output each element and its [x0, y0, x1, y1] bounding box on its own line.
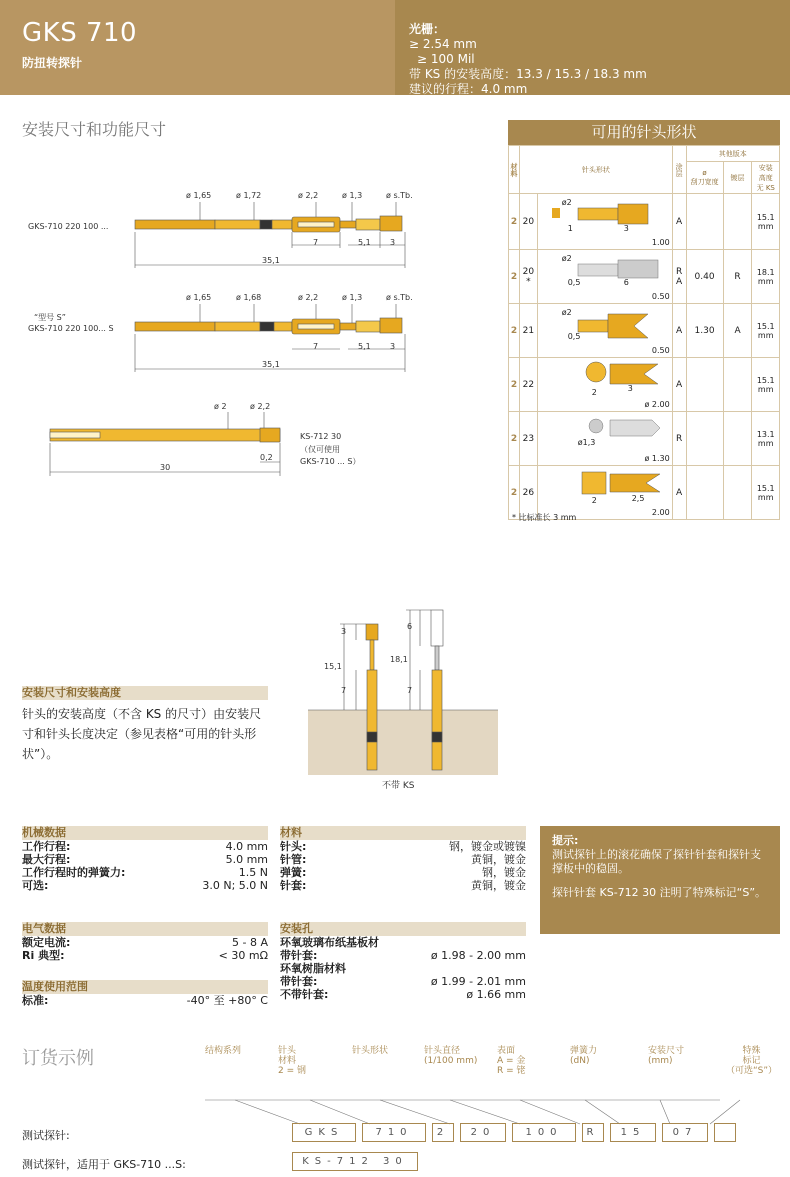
product-subtitle: 防扭转探针: [22, 56, 83, 70]
mech-key: 工作行程时的弹簧力:: [22, 866, 126, 879]
material-block: [280, 826, 526, 892]
tip-scale: ø 2.00: [644, 400, 670, 409]
order-col-5: 弹簧力 (dN): [570, 1046, 598, 1066]
tip-dim1: ø1,3: [577, 438, 596, 447]
d1-dim-2: ø 2,2: [298, 191, 319, 200]
order-cell: 15: [610, 1123, 656, 1142]
tip-dim2: 3: [627, 384, 633, 393]
tip-ang: [686, 358, 723, 412]
tip-row: [509, 194, 780, 250]
tip-scale: ø 1.30: [644, 454, 670, 463]
hint-box: [540, 826, 780, 934]
th-shape: 针头形状: [520, 146, 673, 194]
material-key: 针管:: [280, 853, 307, 866]
d3-len-0: 30: [160, 463, 171, 472]
material-row: [280, 866, 526, 879]
mount-left-dim-0: 3: [341, 627, 347, 636]
holes-val: ø 1.66 mm: [466, 988, 526, 1001]
section-title: 安装尺寸和功能尺寸: [22, 120, 167, 139]
elec-head: 电气数据: [22, 922, 268, 936]
tip-surf: R: [672, 412, 686, 466]
hint-p2: 探针针套 KS-712 30 注明了特殊标记“S”。: [552, 886, 767, 899]
tip-coat: [723, 412, 752, 466]
holes-block: [280, 922, 526, 1001]
mech-row: [22, 840, 268, 853]
tip-num: 26: [520, 466, 538, 520]
tip-mat: 2: [509, 250, 520, 304]
d2-dim-4: ø s.Tb.: [386, 293, 413, 302]
tip-surf: R A: [672, 250, 686, 304]
holes-val: ø 1.98 - 2.00 mm: [430, 949, 526, 962]
tip-mat: 2: [509, 466, 520, 520]
mech-key: 可选:: [22, 879, 49, 892]
mount-left-dim-1: 15,1: [324, 662, 342, 671]
material-row: [280, 853, 526, 866]
order-col-4: 表面 A = 金 R = 铑: [497, 1046, 526, 1076]
mount-head: 安装尺寸和安装高度: [22, 686, 268, 700]
d2-dim-1: ø 1,68: [236, 293, 262, 302]
tip-dim2: 2,5: [631, 494, 645, 503]
order-cell: 2: [432, 1123, 454, 1142]
tip-ang: [686, 194, 723, 250]
holes-row: [280, 975, 526, 988]
temp-key: 标准:: [22, 994, 49, 1007]
tip-num: 21: [520, 304, 538, 358]
tip-shape: [537, 412, 672, 466]
order-col-7: 特殊 标记 （可选“S”）: [726, 1046, 778, 1076]
tips-footnote: * 比标准长 3 mm: [512, 513, 577, 522]
tips-table: [508, 145, 780, 520]
material-key: 针套:: [280, 879, 307, 892]
tip-coat: R: [723, 250, 752, 304]
order-cell: GKS: [292, 1123, 356, 1142]
tip-scale: 1.00: [651, 238, 670, 247]
d3-dim-1: ø 2,2: [250, 402, 271, 411]
tip-ang: 1.30: [686, 304, 723, 358]
tip-num: 20 *: [520, 250, 538, 304]
tip-scale: 0.50: [651, 292, 670, 301]
temp-val: -40° 至 +80° C: [186, 994, 268, 1007]
order-title: 订货示例: [22, 1048, 94, 1069]
tip-scale: 2.00: [651, 508, 670, 517]
order-cell: R: [582, 1123, 604, 1142]
d1-dim-4: ø s.Tb.: [386, 191, 413, 200]
tip-row: [509, 304, 780, 358]
tip-dim2: 1: [567, 224, 573, 233]
material-val: 黄铜，镀金: [471, 853, 526, 866]
tip-mat: 2: [509, 194, 520, 250]
elec-val: < 30 mΩ: [218, 949, 268, 962]
tip-dim2: 0,5: [567, 332, 581, 341]
d3-dim-0: ø 2: [214, 402, 227, 411]
material-row: [280, 879, 526, 892]
tip-dim1: 2: [591, 388, 597, 397]
d3-part2: （仅可使用: [300, 445, 340, 454]
elec-block: [22, 922, 268, 962]
order-col-1: 针头 材料 2 = 钢: [278, 1046, 306, 1076]
d2-len-1: 5,1: [358, 342, 371, 351]
tip-dim2: 0,5: [567, 278, 581, 287]
elec-val: 5 - 8 A: [232, 936, 268, 949]
mech-key: 最大行程:: [22, 853, 71, 866]
d3-part1: KS-712 30: [300, 432, 342, 441]
material-val: 钢，镀金: [482, 866, 526, 879]
mount-right-dim-2: 7: [407, 686, 413, 695]
elec-row: [22, 949, 268, 962]
order-col-0: 结构系列: [205, 1046, 242, 1056]
holes-sub2: [280, 962, 526, 975]
th-ang: ø 刮刀宽度: [686, 162, 723, 194]
elec-key: 额定电流:: [22, 936, 71, 949]
hint-p1: 测试探针上的滚花确保了探针针套和探针支撑板中的稳固。: [552, 848, 761, 875]
th-material: 材料: [509, 146, 520, 194]
tip-surf: A: [672, 466, 686, 520]
tip-dim3: 3: [623, 224, 629, 233]
tip-ang: [686, 466, 723, 520]
elec-key: Ri 典型:: [22, 949, 65, 962]
tips-table-title: 可用的针头形状: [508, 120, 780, 145]
holes-sub2-text: 环氧树脂材料: [280, 962, 346, 975]
tip-ang: [686, 412, 723, 466]
mount-caption: 不带 KS: [382, 781, 415, 791]
header-right: [395, 0, 790, 95]
material-row: [280, 840, 526, 853]
tip-mat: 2: [509, 412, 520, 466]
tip-coat: [723, 466, 752, 520]
holes-row: [280, 949, 526, 962]
d2-len-3: 35,1: [262, 360, 280, 369]
order-cell: 710: [362, 1123, 426, 1142]
temp-block: [22, 980, 268, 1007]
mech-row: [22, 866, 268, 879]
tip-shape: [537, 358, 672, 412]
order-col-3: 针头直径 (1/100 mm): [424, 1046, 478, 1066]
tip-surf: A: [672, 358, 686, 412]
mech-val: 5.0 mm: [225, 853, 268, 866]
grid-mm: ≥ 2.54 mm: [409, 37, 477, 51]
mount-right-dim-0: 6: [407, 622, 413, 631]
tip-coat: [723, 194, 752, 250]
tip-scale: 0.50: [651, 346, 670, 355]
tip-mat: 2: [509, 358, 520, 412]
temp-row: [22, 994, 268, 1007]
holes-key: 带针套:: [280, 949, 318, 962]
order-cell-sleeve: KS-712 30: [292, 1152, 418, 1171]
d2-dim-0: ø 1,65: [186, 293, 212, 302]
tip-surf: A: [672, 194, 686, 250]
install-height: 带 KS 的安装高度：13.3 / 15.3 / 18.3 mm: [409, 67, 647, 81]
tip-num: 20: [520, 194, 538, 250]
order-cell: [714, 1123, 736, 1142]
d1-part: GKS-710 220 100 ...: [28, 222, 109, 231]
holes-sub1-text: 环氧玻璃布纸基板材: [280, 936, 379, 949]
mount-diagram: [300, 600, 500, 775]
d1-len-1: 5,1: [358, 238, 371, 247]
th-other: 其他版本: [686, 146, 779, 162]
material-val: 黄铜，镀金: [471, 879, 526, 892]
holes-val: ø 1.99 - 2.01 mm: [430, 975, 526, 988]
d2-dim-3: ø 1,3: [342, 293, 363, 302]
holes-key: 带针套:: [280, 975, 318, 988]
th-surface: 涂层: [672, 146, 686, 194]
mech-val: 3.0 N; 5.0 N: [202, 879, 268, 892]
temp-head: 温度使用范围: [22, 980, 268, 994]
holes-sub1: [280, 936, 526, 949]
d2-len-2: 3: [390, 342, 396, 351]
tip-row: [509, 412, 780, 466]
holes-head: 安装孔: [280, 922, 526, 936]
mech-block: [22, 826, 268, 892]
tip-coat: A: [723, 304, 752, 358]
mech-head: 机械数据: [22, 826, 268, 840]
d2-len-0: 7: [313, 342, 319, 351]
tip-shape: [537, 250, 672, 304]
header-left: [0, 0, 395, 95]
order-leader-lines: [200, 1094, 760, 1126]
product-title: GKS 710: [22, 18, 138, 48]
mount-right-dim-1: 18,1: [390, 655, 408, 664]
material-val: 钢，镀金或镀镍: [449, 840, 526, 853]
tip-ang: 0.40: [686, 250, 723, 304]
d1-dim-0: ø 1,65: [186, 191, 212, 200]
tip-dim3: 6: [623, 278, 629, 287]
holes-key: 不带针套:: [280, 988, 329, 1001]
tip-dim1: 2: [591, 496, 597, 505]
d2-dim-2: ø 2,2: [298, 293, 319, 302]
tip-mat: 2: [509, 304, 520, 358]
d1-len-0: 7: [313, 238, 319, 247]
th-inst: 安装 高度 无 KS: [752, 162, 780, 194]
d3-len-1: 0,2: [260, 453, 273, 462]
tip-inst: 13.1 mm: [752, 412, 780, 466]
tip-surf: A: [672, 304, 686, 358]
tip-num: 23: [520, 412, 538, 466]
material-head: 材料: [280, 826, 526, 840]
tip-dim1: ø2: [561, 198, 572, 207]
grid-label: 光栅：: [409, 22, 446, 36]
order-cell: 100: [512, 1123, 576, 1142]
holes-row: [280, 988, 526, 1001]
tip-inst: 15.1 mm: [752, 194, 780, 250]
tip-inst: 18.1 mm: [752, 250, 780, 304]
tip-coat: [723, 358, 752, 412]
travel: 建议的行程：4.0 mm: [409, 82, 528, 96]
mount-text: 针头的安装高度（不含 KS 的尺寸）由安装尺寸和针头长度决定（参见表格“可用的针头形状”）。: [22, 707, 262, 761]
tip-dim1: ø2: [561, 254, 572, 263]
d3-part3: GKS-710 ... S）: [300, 457, 361, 466]
material-key: 针头:: [280, 840, 307, 853]
order-col-6: 安装尺寸 (mm): [648, 1046, 685, 1066]
mech-key: 工作行程:: [22, 840, 71, 853]
order-cell: 20: [460, 1123, 506, 1142]
tip-inst: 15.1 mm: [752, 466, 780, 520]
d1-dim-3: ø 1,3: [342, 191, 363, 200]
mech-row: [22, 879, 268, 892]
hint-head: 提示:: [552, 834, 579, 847]
order-row2-label: 测试探针，适用于 GKS-710 ...S:: [22, 1158, 186, 1171]
tip-inst: 15.1 mm: [752, 304, 780, 358]
mech-val: 4.0 mm: [225, 840, 268, 853]
mech-row: [22, 853, 268, 866]
tip-row: [509, 250, 780, 304]
d2-type: “型号 S”: [34, 313, 66, 322]
tip-shape: [537, 194, 672, 250]
d1-len-2: 3: [390, 238, 396, 247]
tip-shape: [537, 304, 672, 358]
d1-len-3: 35,1: [262, 256, 280, 265]
material-key: 弹簧:: [280, 866, 307, 879]
order-row1-cells: [292, 1123, 736, 1142]
order-col-2: 针头形状: [352, 1046, 389, 1056]
d2-part: GKS-710 220 100... S: [28, 324, 114, 333]
th-coat: 镀层: [723, 162, 752, 194]
order-cell: 07: [662, 1123, 708, 1142]
tip-num: 22: [520, 358, 538, 412]
mech-val: 1.5 N: [238, 866, 268, 879]
tip-dim1: ø2: [561, 308, 572, 317]
tip-inst: 15.1 mm: [752, 358, 780, 412]
mount-left-dim-2: 7: [341, 686, 347, 695]
elec-row: [22, 936, 268, 949]
order-row1-label: 测试探针:: [22, 1129, 70, 1142]
d1-dim-1: ø 1,72: [236, 191, 262, 200]
tip-row: [509, 358, 780, 412]
grid-mil: ≥ 100 Mil: [417, 52, 475, 66]
